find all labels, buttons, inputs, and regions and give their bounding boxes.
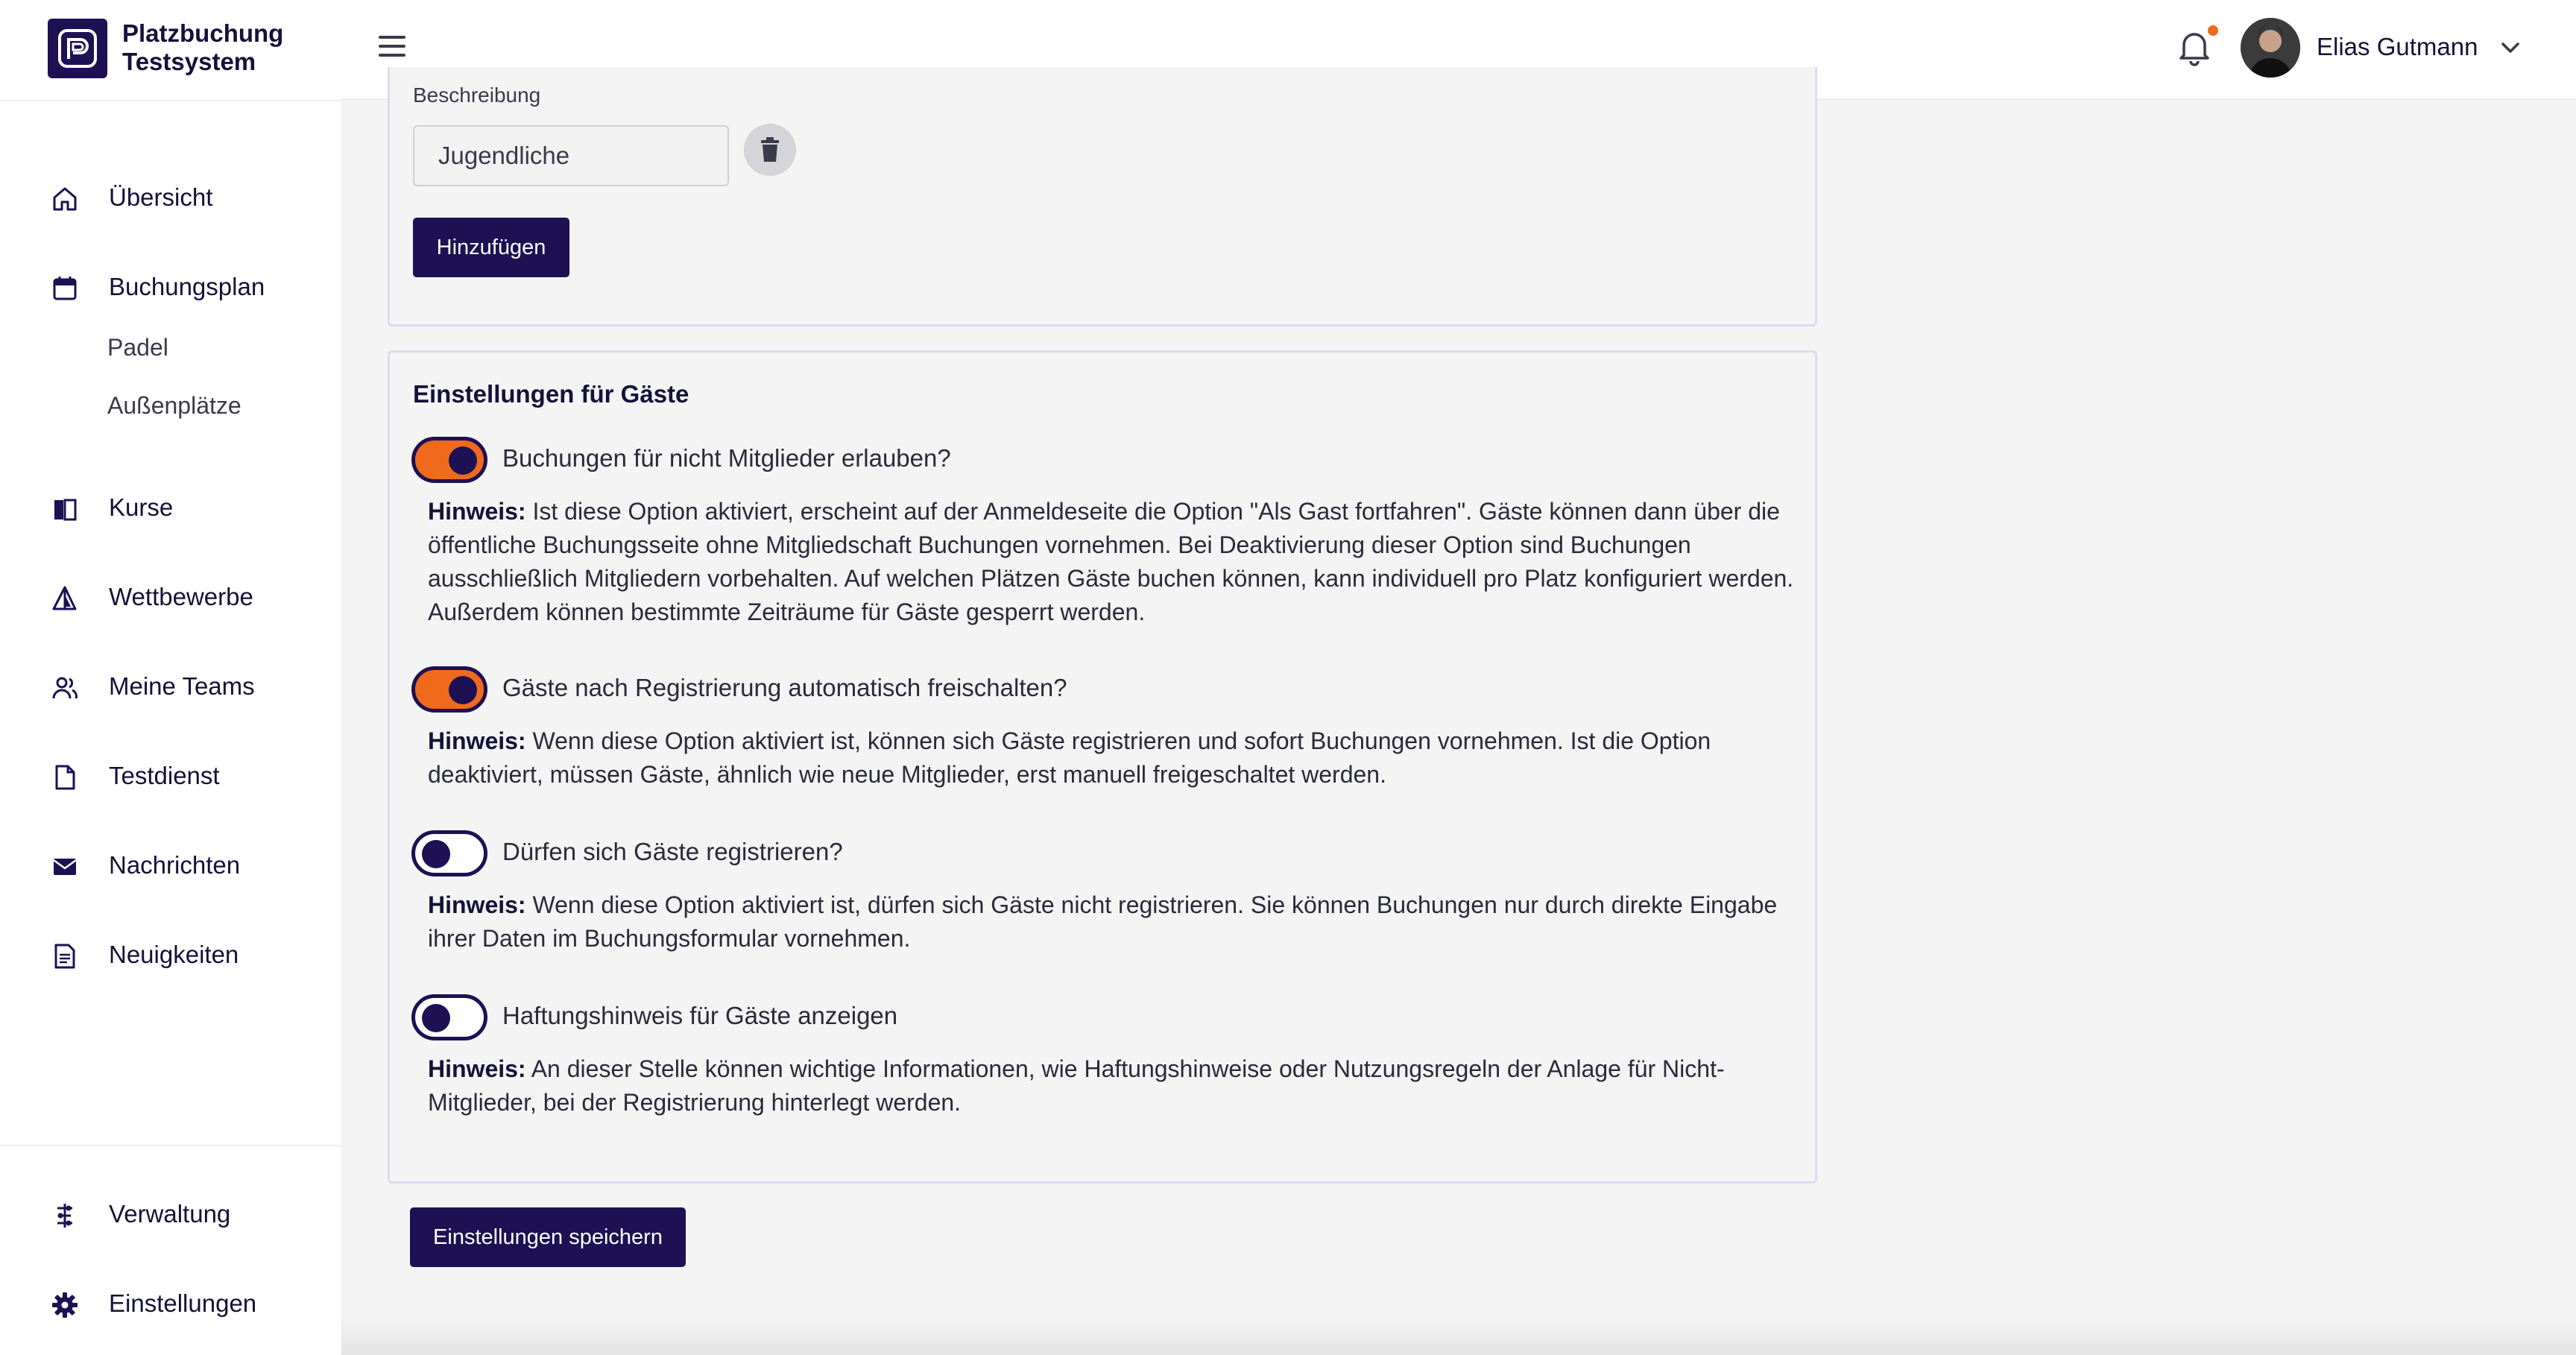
toggle-auto-approve-guests[interactable] (411, 666, 487, 713)
sidebar-item-label: Wettbewerbe (109, 583, 253, 610)
brand-title (122, 19, 331, 76)
description-label: Beschreibung (413, 83, 541, 107)
option-hint (428, 495, 1799, 629)
section-title: Einstellungen für Gäste (413, 380, 689, 408)
menu-toggle-icon[interactable] (377, 33, 407, 60)
users-icon (51, 674, 79, 702)
option-hint (428, 724, 1799, 792)
sidebar-item-buchungsplan[interactable] (0, 258, 341, 318)
sidebar-item-label: Buchungsplan (109, 273, 265, 300)
hint-text: An dieser Stelle können wichtige Informationen, wie Haftungshinweise oder Nutzungsregeln der Anlage für Nicht-Mitglieder, bei der Registrierung hinterlegt werden. (428, 1055, 1725, 1116)
toggle-knob (449, 446, 477, 475)
notification-dot (2208, 25, 2218, 36)
sidebar-item-label: Einstellungen (109, 1289, 257, 1317)
notification-bell-icon[interactable] (2176, 27, 2212, 67)
add-button[interactable]: Hinzufügen (413, 218, 569, 277)
description-input[interactable] (413, 125, 729, 186)
sidebar-item-wettbewerbe[interactable] (0, 568, 341, 628)
toggle-knob (449, 676, 477, 704)
sidebar-item-label: Neuigkeiten (109, 941, 239, 968)
hint-text: Ist diese Option aktiviert, erscheint auf der Anmeldeseite die Option "Als Gast fortfahren". Gäste können dann über die öffentliche Buchungsseite ohne Mitgliedschaft Buchungen vornehmen. Bei Deaktivierung dieser Option sind Buchungen ausschließlich Mitgliedern vorbehalten. Auf welchen Plätzen Gäste buchen können, kann individuell pro Platz konfiguriert werden. Außerdem können bestimmte Zeiträume für Gäste gesperrt werden. (428, 498, 1794, 625)
sidebar-item-kurse[interactable] (0, 478, 341, 538)
home-icon (51, 185, 79, 213)
newspaper-icon (51, 942, 79, 970)
hint-prefix: Hinweis: (428, 498, 526, 525)
option-label: Buchungen für nicht Mitglieder erlauben? (502, 444, 951, 472)
sidebar-item-meine-teams[interactable] (0, 657, 341, 717)
option-hint (428, 888, 1799, 956)
toggle-allow-non-member-bookings[interactable] (411, 437, 487, 483)
sidebar-subitem-padel[interactable]: Padel (107, 334, 168, 361)
calendar-icon (51, 274, 79, 303)
bottom-shadow (341, 1319, 2576, 1355)
brand-logo-icon (48, 19, 107, 78)
description-card (388, 67, 1817, 326)
toggle-knob (422, 1004, 450, 1032)
book-icon (51, 495, 79, 523)
toggle-knob (422, 840, 450, 868)
document-icon (51, 763, 79, 792)
sidebar-item-label: Verwaltung (109, 1200, 231, 1228)
chevron-down-icon[interactable] (2498, 37, 2522, 58)
hint-prefix: Hinweis: (428, 891, 526, 918)
sidebar-item-label: Nachrichten (109, 851, 241, 879)
user-name[interactable]: Elias Gutmann (2317, 33, 2478, 60)
brand-line1: Platzbuchung (122, 19, 284, 47)
sidebar-item-label: Meine Teams (109, 672, 255, 700)
save-settings-button[interactable]: Einstellungen speichern (410, 1207, 686, 1267)
sidebar-item-label: Übersicht (109, 183, 213, 211)
sidebar-item-label: Kurse (109, 493, 174, 521)
option-label: Dürfen sich Gäste registrieren? (502, 838, 843, 865)
sidebar-item-nachrichten[interactable] (0, 836, 341, 896)
sidebar-subitem-aussenplaetze[interactable]: Außenplätze (107, 392, 242, 419)
sidebar-item-uebersicht[interactable] (0, 168, 341, 228)
sidebar-item-einstellungen[interactable] (0, 1275, 341, 1334)
option-hint (428, 1052, 1799, 1119)
hint-text: Wenn diese Option aktiviert ist, können sich Gäste registrieren und sofort Buchungen vornehmen. Ist die Option deaktiviert, müssen Gäste, ähnlich wie neue Mitglieder, erst manuell freigeschaltet werden. (428, 727, 1711, 788)
hint-prefix: Hinweis: (428, 1055, 526, 1082)
sliders-icon (51, 1201, 79, 1230)
sidebar (0, 0, 342, 1355)
sidebar-item-testdienst[interactable] (0, 747, 341, 806)
toggle-guests-may-register[interactable] (411, 830, 487, 877)
brand[interactable] (0, 0, 341, 101)
option-label: Gäste nach Registrierung automatisch freischalten? (502, 674, 1067, 701)
hint-text: Wenn diese Option aktiviert ist, dürfen sich Gäste nicht registrieren. Sie können Buchungen nur durch direkte Eingabe ihrer Daten im Buchungsformular vornehmen. (428, 891, 1778, 952)
sidebar-item-neuigkeiten[interactable] (0, 926, 341, 985)
sail-icon (51, 584, 79, 613)
hint-prefix: Hinweis: (428, 727, 526, 754)
toggle-show-liability-notice[interactable] (411, 994, 487, 1040)
sidebar-item-verwaltung[interactable] (0, 1185, 341, 1245)
option-label: Haftungshinweis für Gäste anzeigen (502, 1002, 898, 1029)
avatar[interactable] (2241, 18, 2300, 78)
delete-button[interactable] (744, 124, 796, 176)
sidebar-divider (0, 1145, 341, 1146)
brand-line2: Testsystem (122, 48, 256, 75)
mail-icon (51, 853, 79, 881)
gear-icon (51, 1291, 79, 1319)
trash-icon (757, 135, 783, 165)
sidebar-item-label: Testdienst (109, 762, 220, 789)
